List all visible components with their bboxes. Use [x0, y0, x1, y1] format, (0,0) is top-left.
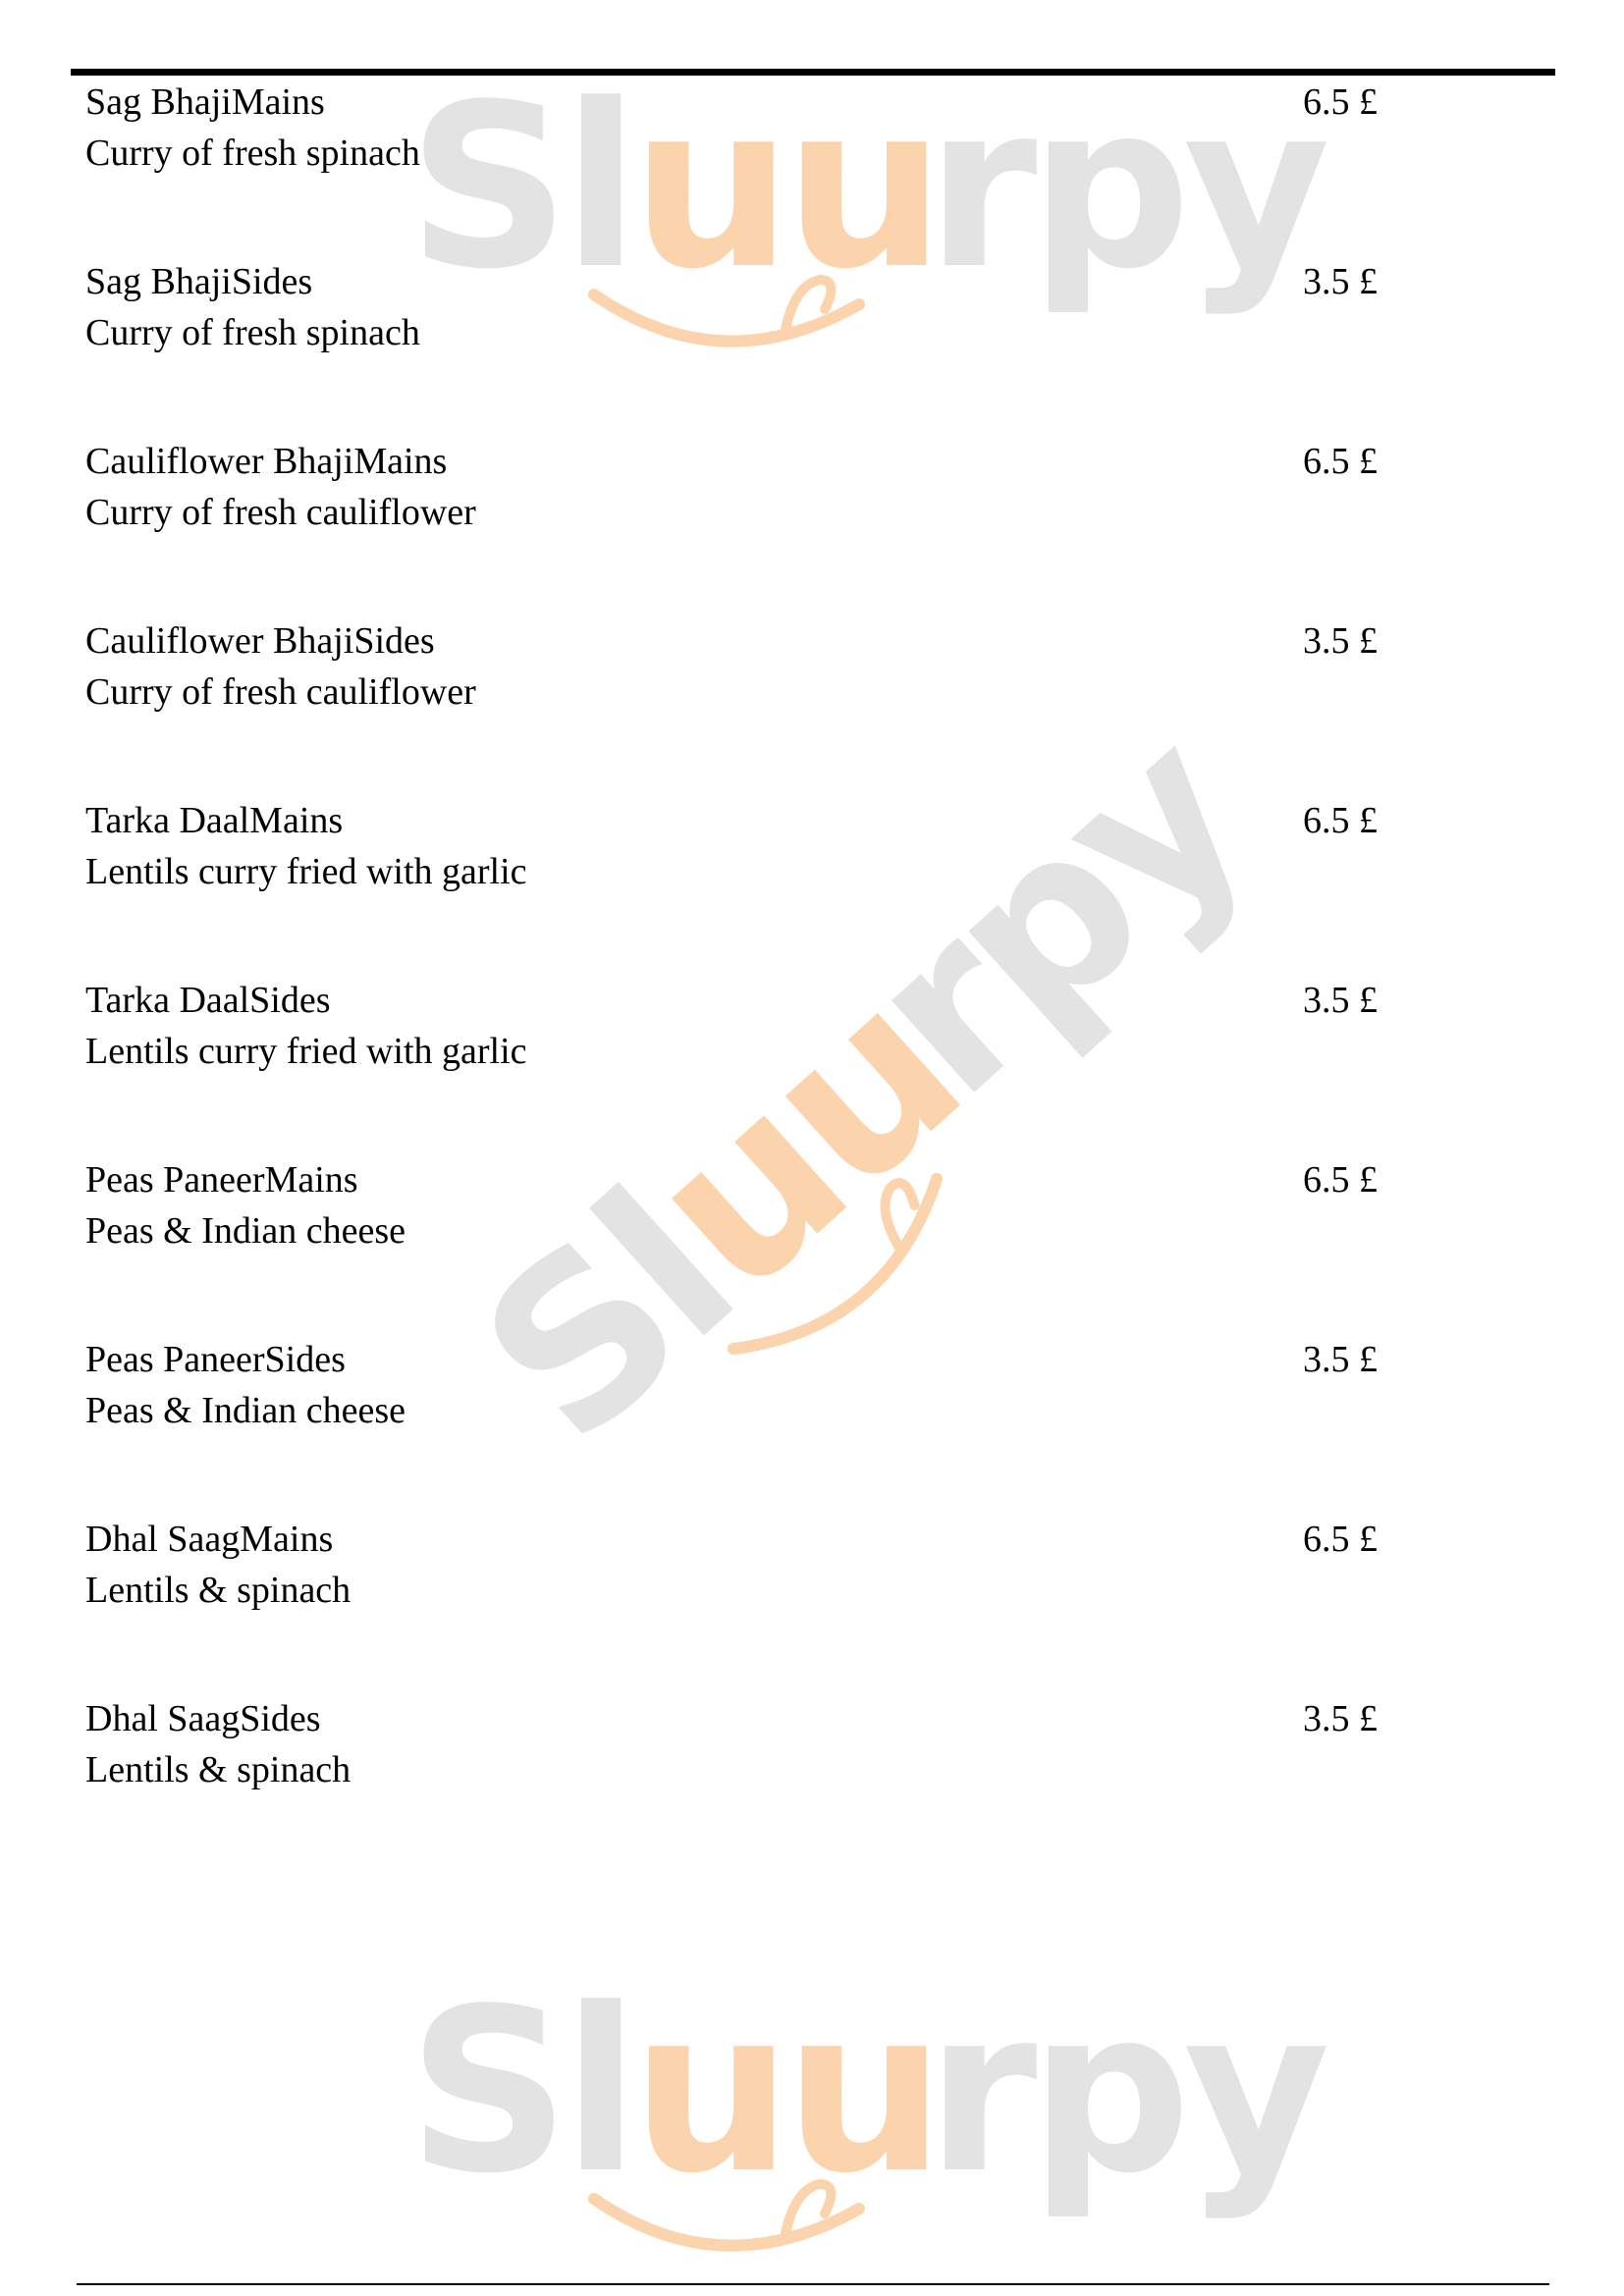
- item-description: Curry of fresh spinach: [85, 312, 420, 353]
- menu-item: [85, 256, 1460, 436]
- item-name: Cauliflower BhajiMains: [85, 441, 448, 482]
- svg-text:rpy: rpy: [926, 1961, 1323, 2223]
- item-price: 3.5 £: [1303, 1339, 1378, 1380]
- item-name: Dhal SaagSides: [85, 1698, 321, 1739]
- svg-text:Sl: Sl: [407, 57, 632, 319]
- item-name: Cauliflower BhajiSides: [85, 620, 435, 662]
- menu-list: [85, 77, 1460, 1873]
- menu-item: [85, 1154, 1460, 1334]
- item-price: 6.5 £: [1303, 1159, 1378, 1201]
- item-name: Dhal SaagMains: [85, 1519, 334, 1560]
- item-price: 3.5 £: [1303, 620, 1378, 662]
- item-price: 3.5 £: [1303, 980, 1378, 1021]
- svg-text:rpy: rpy: [820, 684, 1291, 1146]
- svg-text:uu: uu: [602, 942, 1005, 1343]
- item-description: Curry of fresh cauliflower: [85, 492, 476, 533]
- menu-item: [85, 77, 1460, 256]
- item-price: 6.5 £: [1303, 81, 1378, 123]
- item-price: 3.5 £: [1303, 1698, 1378, 1739]
- menu-item: [85, 795, 1460, 975]
- svg-text:uu: uu: [631, 1961, 938, 2223]
- item-description: Peas & Indian cheese: [85, 1390, 406, 1431]
- item-description: Lentils curry fried with garlic: [85, 1031, 527, 1072]
- item-description: Curry of fresh spinach: [85, 133, 420, 174]
- item-price: 6.5 £: [1303, 800, 1378, 841]
- svg-text:uu: uu: [631, 57, 938, 319]
- svg-text:Sl: Sl: [407, 1961, 632, 2223]
- svg-text:Sl: Sl: [435, 1147, 779, 1492]
- item-price: 6.5 £: [1303, 441, 1378, 482]
- menu-item: [85, 1334, 1460, 1514]
- item-price: 3.5 £: [1303, 261, 1378, 302]
- menu-item: [85, 1514, 1460, 1693]
- item-description: Lentils curry fried with garlic: [85, 851, 527, 892]
- item-name: Peas PaneerMains: [85, 1159, 358, 1201]
- item-description: Lentils & spinach: [85, 1570, 352, 1611]
- menu-item: [85, 615, 1460, 795]
- item-name: Peas PaneerSides: [85, 1339, 346, 1380]
- bottom-rule: [77, 2283, 1549, 2285]
- item-name: Tarka DaalSides: [85, 980, 331, 1021]
- item-name: Sag BhajiMains: [85, 81, 325, 123]
- svg-text:rpy: rpy: [926, 57, 1323, 319]
- menu-item: [85, 975, 1460, 1154]
- item-description: Lentils & spinach: [85, 1749, 352, 1790]
- sluurpy-watermark-logo: [407, 1961, 1323, 2258]
- menu-item: [85, 1693, 1460, 1873]
- item-name: Tarka DaalMains: [85, 800, 344, 841]
- item-price: 6.5 £: [1303, 1519, 1378, 1560]
- menu-item: [85, 436, 1460, 615]
- item-name: Sag BhajiSides: [85, 261, 313, 302]
- item-description: Curry of fresh cauliflower: [85, 671, 476, 713]
- item-description: Peas & Indian cheese: [85, 1210, 406, 1252]
